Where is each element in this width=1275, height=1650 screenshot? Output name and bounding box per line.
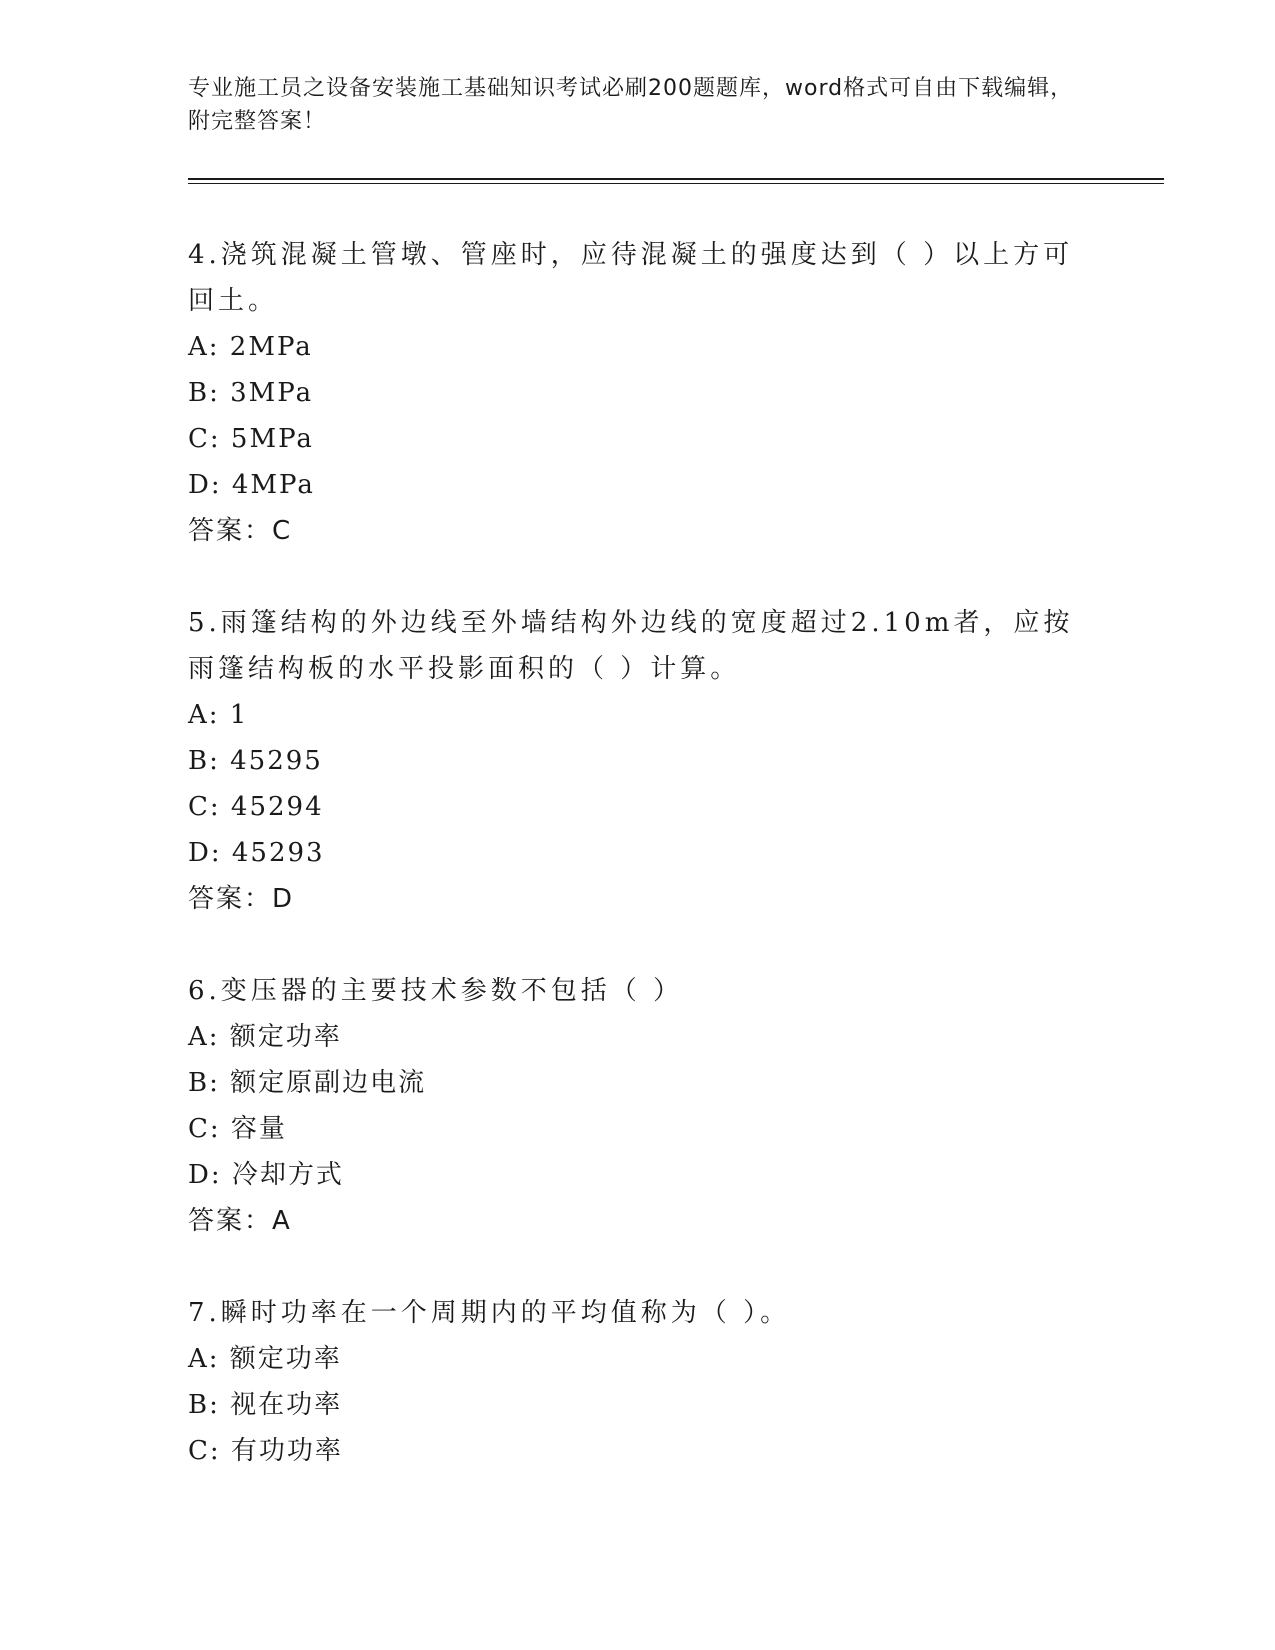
option-a: A: 额定功率 [188, 1022, 342, 1052]
question-text: 4.浇筑混凝土管墩、管座时，应待混凝土的强度达到（ ）以上方可回土。 [188, 240, 1074, 316]
document-header: 专业施工员之设备安装施工基础知识考试必刷200题题库，word格式可自由下载编辑，附完整答案！ [188, 76, 1074, 134]
option-c: C: 45294 [188, 792, 324, 822]
option-d: D: 45293 [188, 838, 325, 868]
answer-label: 答案：D [188, 884, 295, 914]
option-b: B: 视在功率 [188, 1390, 343, 1420]
header-divider-thick [188, 178, 1164, 180]
header-divider-thin [188, 183, 1164, 184]
option-b: B: 3MPa [188, 378, 314, 408]
question-7 [188, 1290, 1088, 1474]
answer-label: 答案：C [188, 516, 293, 546]
option-d: D: 4MPa [188, 470, 315, 500]
question-5 [188, 600, 1088, 922]
question-6 [188, 968, 1088, 1244]
option-a: A: 2MPa [188, 332, 313, 362]
option-c: C: 有功功率 [188, 1436, 343, 1466]
option-a: A: 额定功率 [188, 1344, 342, 1374]
option-c: C: 5MPa [188, 424, 314, 454]
question-text: 7.瞬时功率在一个周期内的平均值称为（ ）。 [188, 1298, 791, 1328]
question-4 [188, 232, 1088, 554]
option-a: A: 1 [188, 700, 249, 730]
question-text: 6.变压器的主要技术参数不包括（ ） [188, 976, 684, 1006]
option-b: B: 额定原副边电流 [188, 1068, 427, 1098]
question-list [188, 232, 1088, 1520]
answer-label: 答案：A [188, 1206, 292, 1236]
option-c: C: 容量 [188, 1114, 287, 1144]
option-b: B: 45295 [188, 746, 323, 776]
question-text: 5.雨篷结构的外边线至外墙结构外边线的宽度超过2.10m者，应按雨篷结构板的水平投影面积的（ ）计算。 [188, 608, 1074, 684]
option-d: D: 冷却方式 [188, 1160, 344, 1190]
